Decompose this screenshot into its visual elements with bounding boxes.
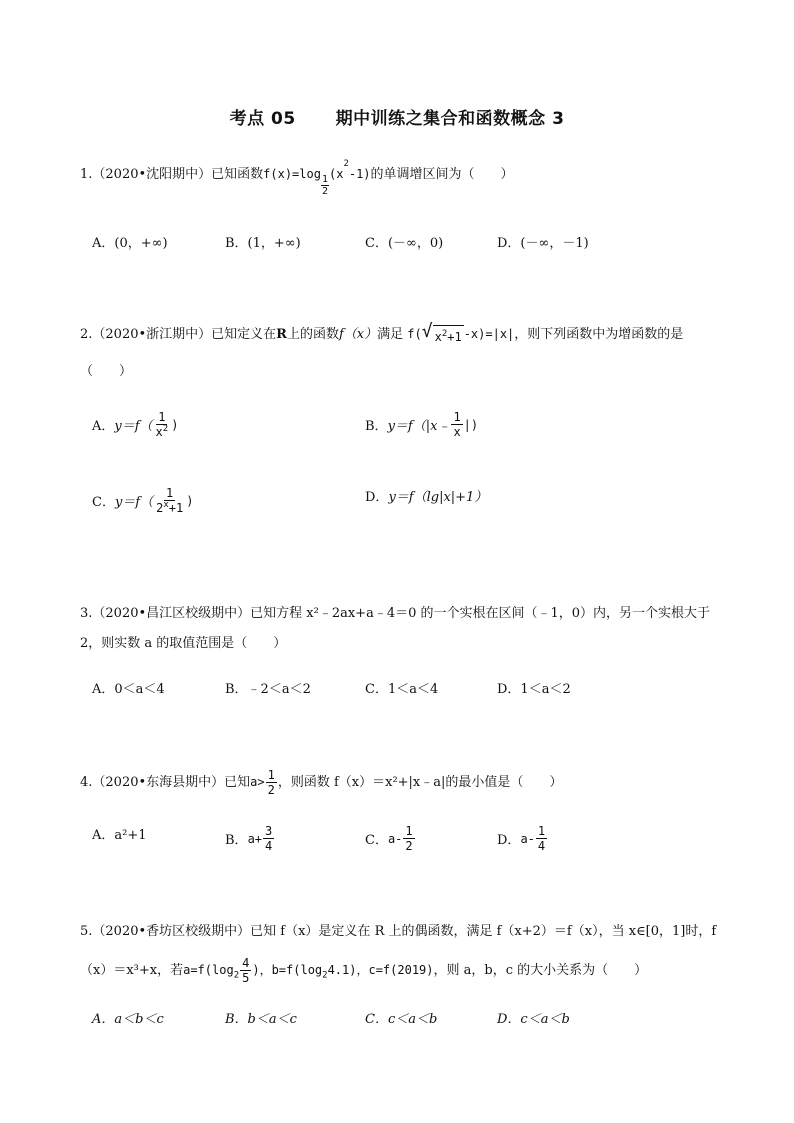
q5-line1: 5.（2020•香坊区校级期中）已知 f（x）是定义在 R 上的偶函数，满足 f（x+2）＝f（x），当 x∈[0，1]时，f: [80, 924, 717, 939]
q1-options: [92, 232, 732, 272]
q4-option-b-label: B．: [225, 833, 248, 848]
q4-option-d-label: D．: [497, 833, 521, 848]
q3-option-a[interactable]: A．0＜a＜4: [92, 682, 165, 697]
q2-b-den: x: [453, 425, 461, 439]
q5-option-b[interactable]: B．b＜a＜c: [225, 1012, 297, 1027]
q2-set-r: R: [276, 327, 287, 342]
q2-option-a[interactable]: [92, 410, 178, 439]
q5-option-c[interactable]: C．c＜a＜b: [365, 1012, 438, 1027]
page-title: [0, 104, 794, 129]
q3-line2-text: 2，则实数 a 的取值范围是（ ）: [80, 636, 287, 651]
q4-option-d[interactable]: [497, 824, 548, 853]
q1-base-den: 2: [321, 186, 328, 197]
q2-option-b-pre: y＝f（|x﹣: [387, 419, 451, 434]
q4-option-c-frac: [403, 824, 414, 853]
q2-option-c-label: C．: [92, 495, 115, 510]
q2-option-d[interactable]: [365, 486, 487, 505]
q1-option-d[interactable]: D．(－∞，－1): [497, 236, 589, 251]
q4-cond: a>: [250, 775, 265, 789]
q2-options-row2: [92, 486, 732, 526]
question-2: [80, 322, 730, 347]
q2-blank: （ ）: [80, 364, 133, 379]
q2-a-den-exp: 2: [162, 424, 169, 434]
q1-formula: f(x)=log $\frac{1}{2}$ (x 2 -1): [263, 159, 371, 197]
q4-cond-num: 1: [267, 768, 275, 782]
q2-line2: [80, 362, 730, 382]
title-topic: 考点 05: [229, 109, 296, 129]
q1-option-c[interactable]: C．(－∞，0): [365, 236, 444, 251]
q5-a-num: 4: [242, 956, 250, 970]
q2-option-a-frac: [154, 410, 171, 439]
q2-a-num: 1: [158, 410, 166, 424]
q2-a-den-base: x: [155, 425, 163, 439]
question-4: [80, 768, 730, 797]
title-subject: 期中训练之集合和函数概念 3: [335, 109, 565, 129]
q2-rad-tail: +1: [447, 330, 462, 344]
q5-line2-pre: （x）＝x³+x，若: [80, 963, 184, 978]
q5-b-log: ，b=f(log: [259, 963, 323, 977]
q4-prefix: 4.（2020•东海县期中）已知: [80, 775, 251, 790]
q4-c-num: 1: [405, 824, 413, 838]
q2-option-c-frac: [154, 486, 185, 515]
q5-b-base: 2: [322, 970, 328, 981]
q4-d-den: 4: [537, 839, 546, 853]
q2-suffix: ，则下列函数中为增函数的是: [514, 327, 684, 342]
q2-condition: [407, 321, 515, 344]
q1-arg-tail: -1): [348, 167, 371, 181]
q2-fx: f（x）: [338, 327, 378, 342]
q2-b-num: 1: [453, 410, 461, 424]
q2-mid2: 满足: [377, 327, 404, 342]
q4-option-d-pre: a-: [520, 831, 535, 846]
q5-a-expr: $a=f(\log_2$ $\frac{4}{5}$ ): [183, 956, 260, 985]
q2-c-den-exp: x: [163, 500, 169, 510]
q4-option-b[interactable]: [225, 824, 275, 853]
q2-option-a-pre: y＝f（: [114, 419, 153, 434]
q2-option-c[interactable]: [92, 486, 193, 515]
q1-option-b[interactable]: B．(1，+∞): [225, 236, 301, 251]
q2-rad-exp: 2: [441, 329, 448, 339]
q1-arg: (x: [328, 167, 344, 181]
q2-option-b-frac: [451, 410, 462, 439]
q4-option-b-frac: [263, 824, 274, 853]
q4-option-d-frac: [536, 824, 547, 853]
q5-line2-post: ，则 a，b，c 的大小关系为（ ）: [433, 963, 648, 978]
q2-c-num: 1: [166, 486, 174, 500]
q4-option-a[interactable]: A．a²+1: [92, 828, 147, 843]
q5-option-a[interactable]: A．a＜b＜c: [92, 1012, 164, 1027]
q2-cond-f: f(: [407, 327, 422, 341]
q4-option-b-pre: a+: [247, 831, 263, 846]
q5-a-log: a=f(log: [183, 963, 234, 977]
q4-option-c-pre: a-: [387, 831, 403, 846]
q5-options: [92, 1008, 732, 1048]
q2-sqrt: √ $x^2+1$: [422, 322, 464, 347]
question-1: [80, 159, 730, 197]
q1-base-num: 1: [321, 174, 328, 185]
q2-cond-tail: -x)=|x|: [463, 327, 515, 341]
q2-option-b[interactable]: [365, 410, 478, 439]
q5-a-den: 5: [242, 971, 250, 985]
q2-option-d-label: D．: [365, 490, 389, 505]
q2-option-a-label: A．: [92, 419, 115, 434]
q5-line2: [80, 956, 730, 985]
q5-a-frac: [240, 956, 251, 985]
q4-c-den: 2: [405, 839, 413, 853]
q1-suffix: 的单调增区间为（ ）: [370, 167, 514, 182]
q3-line2: [80, 634, 730, 654]
q3-option-c[interactable]: C．1＜a＜4: [365, 682, 439, 697]
q4-options: [92, 824, 732, 864]
q4-b-den: 4: [265, 839, 273, 853]
q4-option-c-label: C．: [365, 833, 388, 848]
q4-d-num: 1: [537, 824, 546, 838]
q2-options-row1: [92, 410, 732, 450]
q4-b-num: 3: [265, 824, 273, 838]
q2-option-c-pre: y＝f（: [114, 495, 154, 510]
q4-option-c[interactable]: [365, 824, 416, 853]
question-3: [80, 604, 730, 624]
q2-prefix: 2.（2020•浙江期中）已知定义在: [80, 327, 277, 342]
q4-cond-frac: [266, 768, 277, 797]
q3-options: [92, 678, 732, 718]
q2-mid: 上的函数: [286, 327, 339, 342]
q2-option-b-label: B．: [365, 419, 388, 434]
q1-func: f(x)=log: [263, 167, 321, 181]
q1-prefix: 1.（2020•沈阳期中）已知函数: [80, 167, 264, 182]
q2-option-a-post: ): [171, 417, 179, 432]
q2-option-b-post: |): [463, 417, 479, 432]
q1-option-a[interactable]: A．(0，+∞): [92, 236, 168, 251]
q2-c-den-tail: +1: [168, 501, 184, 515]
q2-c-den: [154, 501, 185, 515]
q4-suffix: ，则函数 f（x）＝x²+|x﹣a|的最小值是（ ）: [277, 775, 563, 790]
q3-option-b[interactable]: B．﹣2＜a＜2: [225, 682, 311, 697]
q2-option-c-post: ): [186, 493, 194, 508]
q2-option-d-text: y＝f（lg|x|+1）: [388, 490, 488, 505]
q3-line1: 3.（2020•昌江区校级期中）已知方程 x²﹣2ax+a﹣4＝0 的一个实根在区间（﹣1，0）内，另一个实根大于: [80, 606, 711, 621]
q1-log-base: [321, 174, 329, 197]
q2-c-den-base: 2: [156, 501, 164, 515]
question-5: [80, 922, 730, 942]
q5-b-tail: 4.1)，c=f(2019): [327, 963, 434, 977]
q2-rad: x: [434, 330, 442, 344]
q2-a-den: [154, 425, 171, 439]
q5-option-d[interactable]: D．c＜a＜b: [497, 1012, 570, 1027]
q5-b-expr: [259, 963, 434, 981]
q5-a-base: 2: [233, 970, 240, 981]
q3-option-d[interactable]: D．1＜a＜2: [497, 682, 571, 697]
q4-cond-den: 2: [267, 783, 275, 797]
